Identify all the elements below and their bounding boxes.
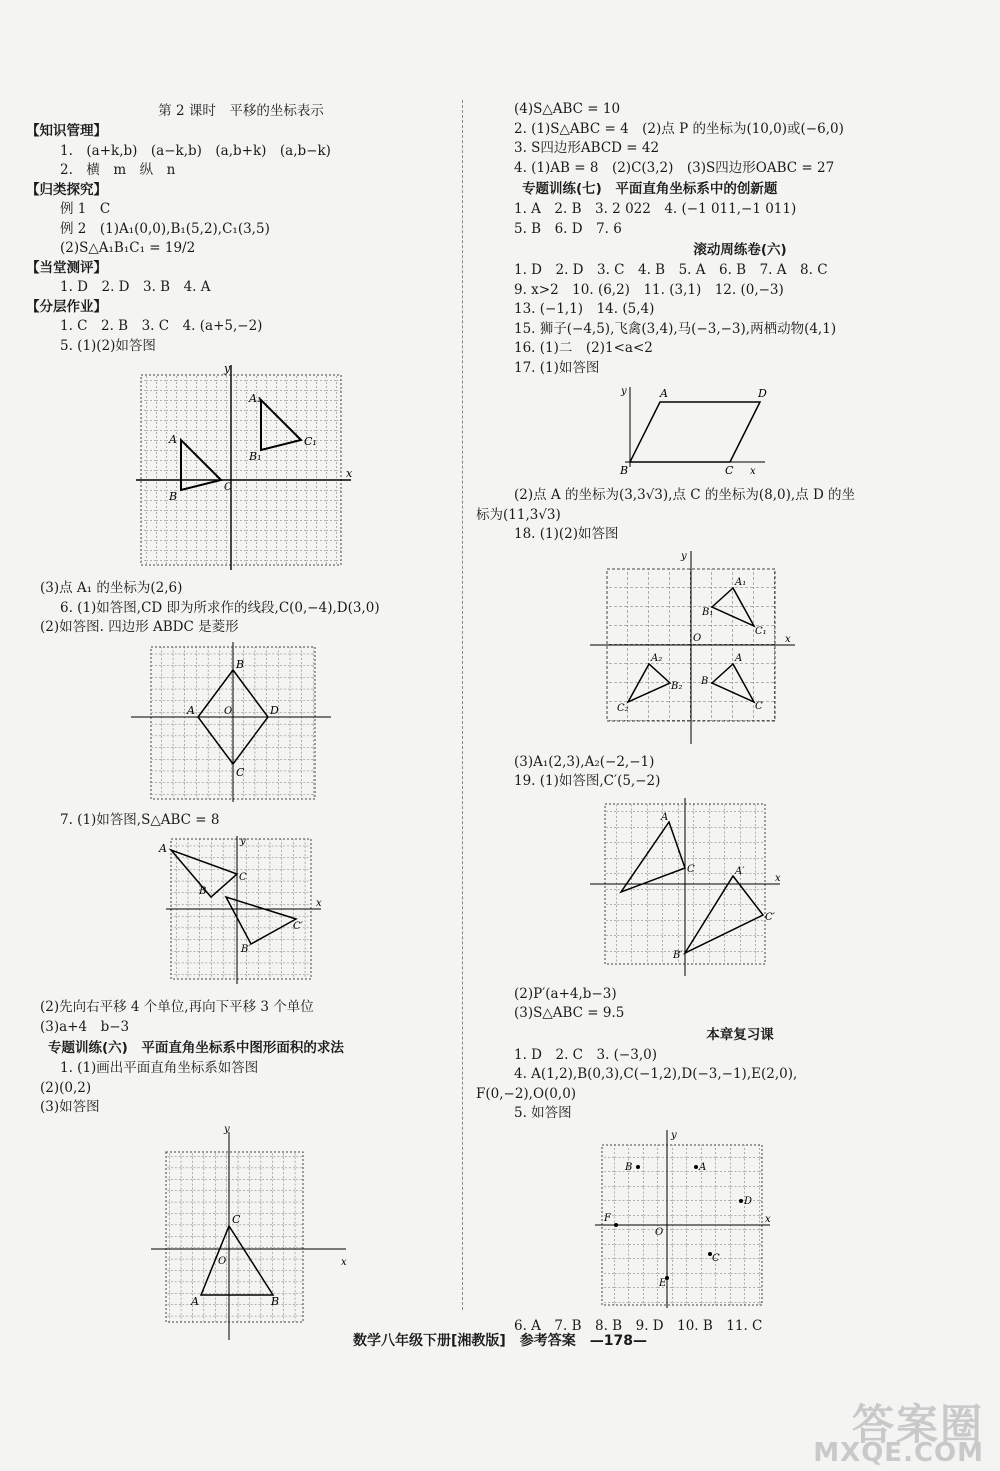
svg-text:x: x [750,466,756,477]
review-title: 本章复习课 [706,1026,774,1043]
left-column [26,100,456,1346]
answer-line: (3)A₁(2,3),A₂(−2,−1) [514,753,655,770]
svg-text:C: C [232,1212,241,1226]
answer-line: 5. B 6. D 7. 6 [514,220,622,237]
svg-text:C₁: C₁ [755,625,767,637]
svg-text:C: C [224,482,232,493]
answer-line: 6. (1)如答图,CD 即为所求作的线段,C(0,−4),D(3,0) [60,599,380,616]
answer-line: 1. (1)画出平面直角坐标系如答图 [60,1060,259,1076]
svg-text:B: B [236,657,245,671]
topic-6-title: 专题训练(六) 平面直角坐标系中图形面积的求法 [48,1040,344,1056]
svg-text:O: O [224,705,233,717]
svg-text:A: A [735,652,743,664]
svg-text:y: y [681,550,687,562]
answer-line: (3)如答图 [40,1099,100,1115]
figure-q17-parallelogram [615,382,915,482]
svg-text:B₁: B₁ [249,450,262,463]
svg-text:A₂: A₂ [651,652,663,664]
svg-text:B₂: B₂ [671,680,683,692]
answer-line: 1. D 2. D 3. C 4. B 5. A 6. B 7. A 8. C [514,262,828,278]
svg-text:A: A [699,1161,707,1173]
svg-text:C′: C′ [765,911,775,923]
answer-line: 标为(11,3√3) [476,506,561,523]
svg-text:A: A [159,842,167,855]
answer-line: 1. D 2. C 3. (−3,0) [514,1046,657,1063]
right-column [476,100,980,1336]
svg-text:y: y [671,1129,677,1141]
svg-text:C₁: C₁ [304,435,317,448]
figure-topic6-triangle [101,1122,431,1342]
svg-text:A′: A′ [735,865,745,877]
answer-line: 9. x>2 10. (6,2) 11. (3,1) 12. (0,−3) [514,281,784,298]
svg-text:D: D [744,1195,753,1207]
svg-text:A: A [191,1294,199,1308]
answer-line: 16. (1)二 (2)1<a<2 [514,340,653,356]
answer-line: 4. (1)AB = 8 (2)C(3,2) (3)S四边形OABC = 27 [514,159,835,176]
svg-text:y: y [224,362,231,375]
svg-text:B′: B′ [673,949,683,961]
answer-line: 7. (1)如答图,S△ABC = 8 [60,811,220,828]
svg-text:y: y [224,1123,230,1135]
answer-line: (3)a+4 b−3 [40,1018,130,1035]
svg-text:B: B [701,675,709,687]
svg-text:C′: C′ [293,921,303,932]
svg-text:O: O [218,1255,227,1267]
figure-q5-grid [106,360,436,575]
answer-line: 3. S四边形ABCD = 42 [514,140,660,156]
svg-text:B: B [271,1294,280,1308]
svg-text:C: C [712,1252,720,1264]
answer-line: 5. 如答图 [514,1105,572,1121]
svg-text:x: x [341,1256,347,1268]
svg-text:O: O [693,632,702,644]
column-divider [462,100,463,1310]
answer-line: (2)点 A 的坐标为(3,3√3),点 C 的坐标为(8,0),点 D 的坐 [514,487,856,503]
answer-line: (2)(0,2) [40,1079,92,1096]
svg-text:D: D [758,387,767,400]
answer-line: (2)S△A₁B₁C₁ = 19/2 [60,240,196,256]
svg-text:C: C [236,765,245,779]
answer-line: (4)S△ABC = 10 [514,101,621,117]
svg-text:x: x [346,467,353,480]
answer-line: (3)S△ABC = 9.5 [514,1005,625,1021]
figure-q19-grid [585,796,885,981]
answer-line: 1. (a+k,b) (a−k,b) (a,b+k) (a,b−k) [60,142,331,159]
svg-text:F: F [604,1212,611,1224]
answer-line: (2)如答图. 四边形 ABDC 是菱形 [40,619,239,635]
watermark [774,1392,984,1466]
answer-line: (2)先向右平移 4 个单位,再向下平移 3 个单位 [40,999,314,1015]
svg-text:C: C [687,863,695,875]
answer-line: 13. (−1,1) 14. (5,4) [514,301,655,317]
figure-review-points [585,1128,885,1313]
svg-text:O: O [655,1226,664,1238]
svg-text:A: A [187,703,195,717]
svg-text:x: x [775,872,781,884]
answer-line: 17. (1)如答图 [514,359,600,376]
answer-line: 19. (1)如答图,C′(5,−2) [514,773,661,789]
answer-line: 5. (1)(2)如答图 [60,337,156,354]
figure-q18-grid [585,549,885,749]
svg-text:x: x [316,898,322,909]
svg-text:x: x [765,1213,771,1225]
answer-line: 2. (1)S△ABC = 4 (2)点 P 的坐标为(10,0)或(−6,0) [514,120,844,137]
svg-text:B: B [620,464,629,477]
answer-line: 15. 狮子(−4,5),飞禽(3,4),马(−3,−3),两栖动物(4,1) [514,320,837,337]
section-knowledge: 【知识管理】 [26,123,107,139]
svg-text:A: A [660,387,668,400]
answer-line: (2)P′(a+4,b−3) [514,985,617,1002]
svg-text:E: E [659,1277,667,1289]
weekly-title: 滚动周练卷(六) [693,242,787,258]
svg-text:C: C [755,700,763,712]
svg-text:B: B [625,1161,633,1173]
svg-text:x: x [785,633,791,645]
svg-text:C: C [725,464,734,477]
svg-text:y: y [621,386,627,397]
answer-line: 例 1 C [60,201,111,217]
figure-q7-triangles [141,834,471,994]
svg-text:A: A [169,433,177,446]
lesson-title: 第 2 课时 平移的坐标表示 [158,103,324,119]
section-test: 【当堂测评】 [26,259,107,276]
svg-text:C: C [239,872,247,883]
watermark-logo: 答案圈 [851,1400,984,1449]
answer-line: 1. D 2. D 3. B 4. A [60,279,211,295]
svg-text:B: B [169,490,178,503]
svg-text:D: D [270,703,279,717]
svg-text:C₂: C₂ [617,702,629,714]
section-explore: 【归类探究】 [26,181,107,198]
section-layer: 【分层作业】 [26,298,107,315]
answer-line: 4. A(1,2),B(0,3),C(−1,2),D(−3,−1),E(2,0), [514,1066,798,1082]
answer-line: 6. A 7. B 8. B 9. D 10. B 11. C [514,1317,763,1334]
svg-text:y: y [240,836,246,847]
answer-line: 1. C 2. B 3. C 4. (a+5,−2) [60,318,263,334]
answer-line: 例 2 (1)A₁(0,0),B₁(5,2),C₁(3,5) [60,220,270,237]
figure-q6-rhombus [126,642,426,807]
svg-text:B′: B′ [241,944,251,955]
answer-line: 1. A 2. B 3. 2 022 4. (−1 011,−1 011) [514,201,797,217]
answer-line: (3)点 A₁ 的坐标为(2,6) [40,580,183,596]
svg-text:B: B [199,886,207,897]
watermark-url: MXQE.COM [813,1438,984,1468]
answer-line: 18. (1)(2)如答图 [514,526,619,542]
svg-text:A₁: A₁ [735,576,747,588]
topic-7-title: 专题训练(七) 平面直角坐标系中的创新题 [522,181,778,197]
answer-line: 2. 横 m 纵 n [60,162,176,178]
svg-text:B₁: B₁ [702,606,714,618]
svg-text:A₁: A₁ [249,392,262,405]
page-footer: 数学八年级下册[湘教版] 参考答案 —178— [352,1333,648,1349]
answer-line: F(0,−2),O(0,0) [476,1085,577,1102]
svg-text:A: A [661,811,669,823]
